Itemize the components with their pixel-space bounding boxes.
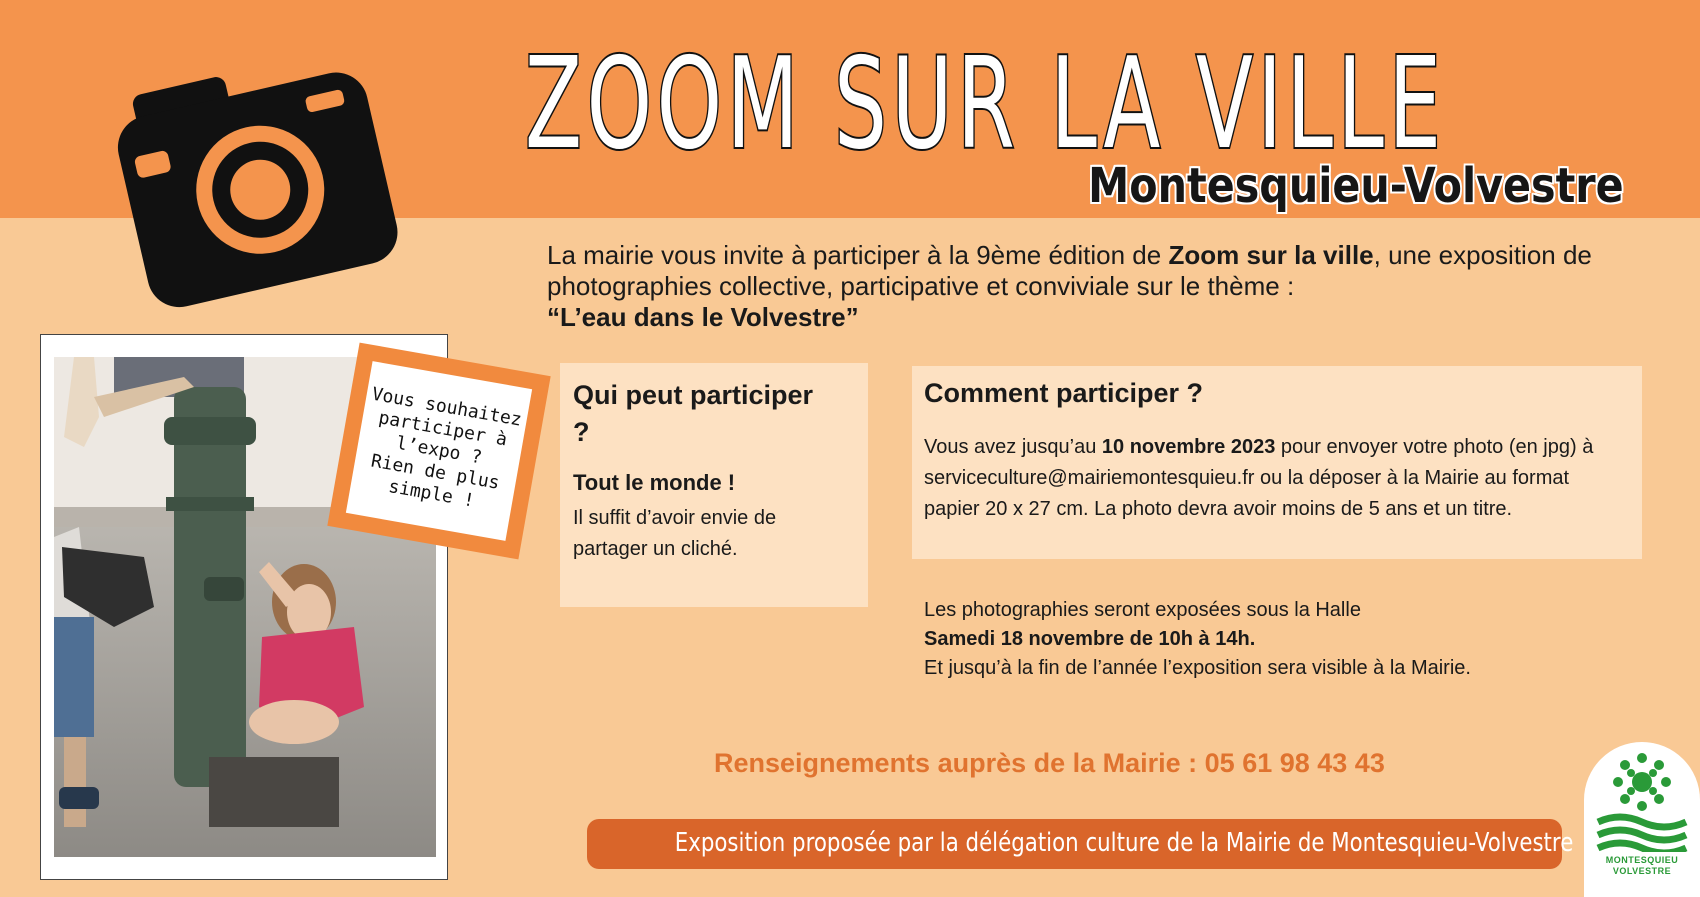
intro-text-1: La mairie vous invite à participer à la 9ème édition de [547,240,1169,270]
expo-line-1: Les photographies seront exposées sous la Halle [924,599,1361,621]
footer-banner [587,819,1574,869]
how-description [924,432,1624,525]
intro-highlight: Zoom sur la ville [1168,240,1374,270]
who-title: Qui peut participer ? [573,380,814,447]
page-title: ZOOM SUR LA VILLE [525,30,1446,177]
footer-text: Exposition proposée par la délégation culture de la Mairie de Montesquieu-Volvestre [674,828,1574,858]
intro-text-2: , une exposition de photographies collective, participative et conviviale sur le thème : [547,240,1592,301]
intro-theme: “L’eau dans le Volvestre” [547,302,859,332]
exhibition-info [924,596,1684,683]
page-subtitle: Montesquieu-Volvestre [1088,158,1624,214]
how-title: Comment participer ? [924,378,1204,408]
who-lead: Tout le monde ! [573,470,736,495]
logo-line-2: VOLVESTRE [1612,866,1672,876]
who-can-participate-box [560,363,868,607]
invitation-sticker [327,343,550,560]
contact-info: Renseignements auprès de la Mairie : 05 61 98 43 43 [714,748,1385,778]
camera-icon [108,40,408,315]
sun-waves-logo [1584,742,1700,852]
town-logo [1584,742,1700,897]
how-text-2: pour envoyer votre photo (en jpg) à serviceculture@mairiemontesquieu.fr ou la déposer à la Mairie au format papier 20 x 27 cm. La photo devra avoir moins de 5 ans et un titre. [924,436,1594,520]
how-text-1: Vous avez jusqu’au [924,436,1102,458]
sticker-text: Vous souhaitez participer à l’expo ? Rien de plus simple ! [346,361,532,541]
expo-line-3: Et jusqu’à la fin de l’année l’exposition sera visible à la Mairie. [924,657,1471,679]
deadline: 10 novembre 2023 [1101,436,1276,458]
logo-line-1: MONTESQUIEU [1605,855,1679,865]
intro-paragraph [547,240,1667,333]
expo-date: Samedi 18 novembre de 10h à 14h. [924,628,1256,650]
how-to-participate-box [912,366,1642,559]
who-description: Il suffit d’avoir envie de partager un cliché. [573,507,777,560]
